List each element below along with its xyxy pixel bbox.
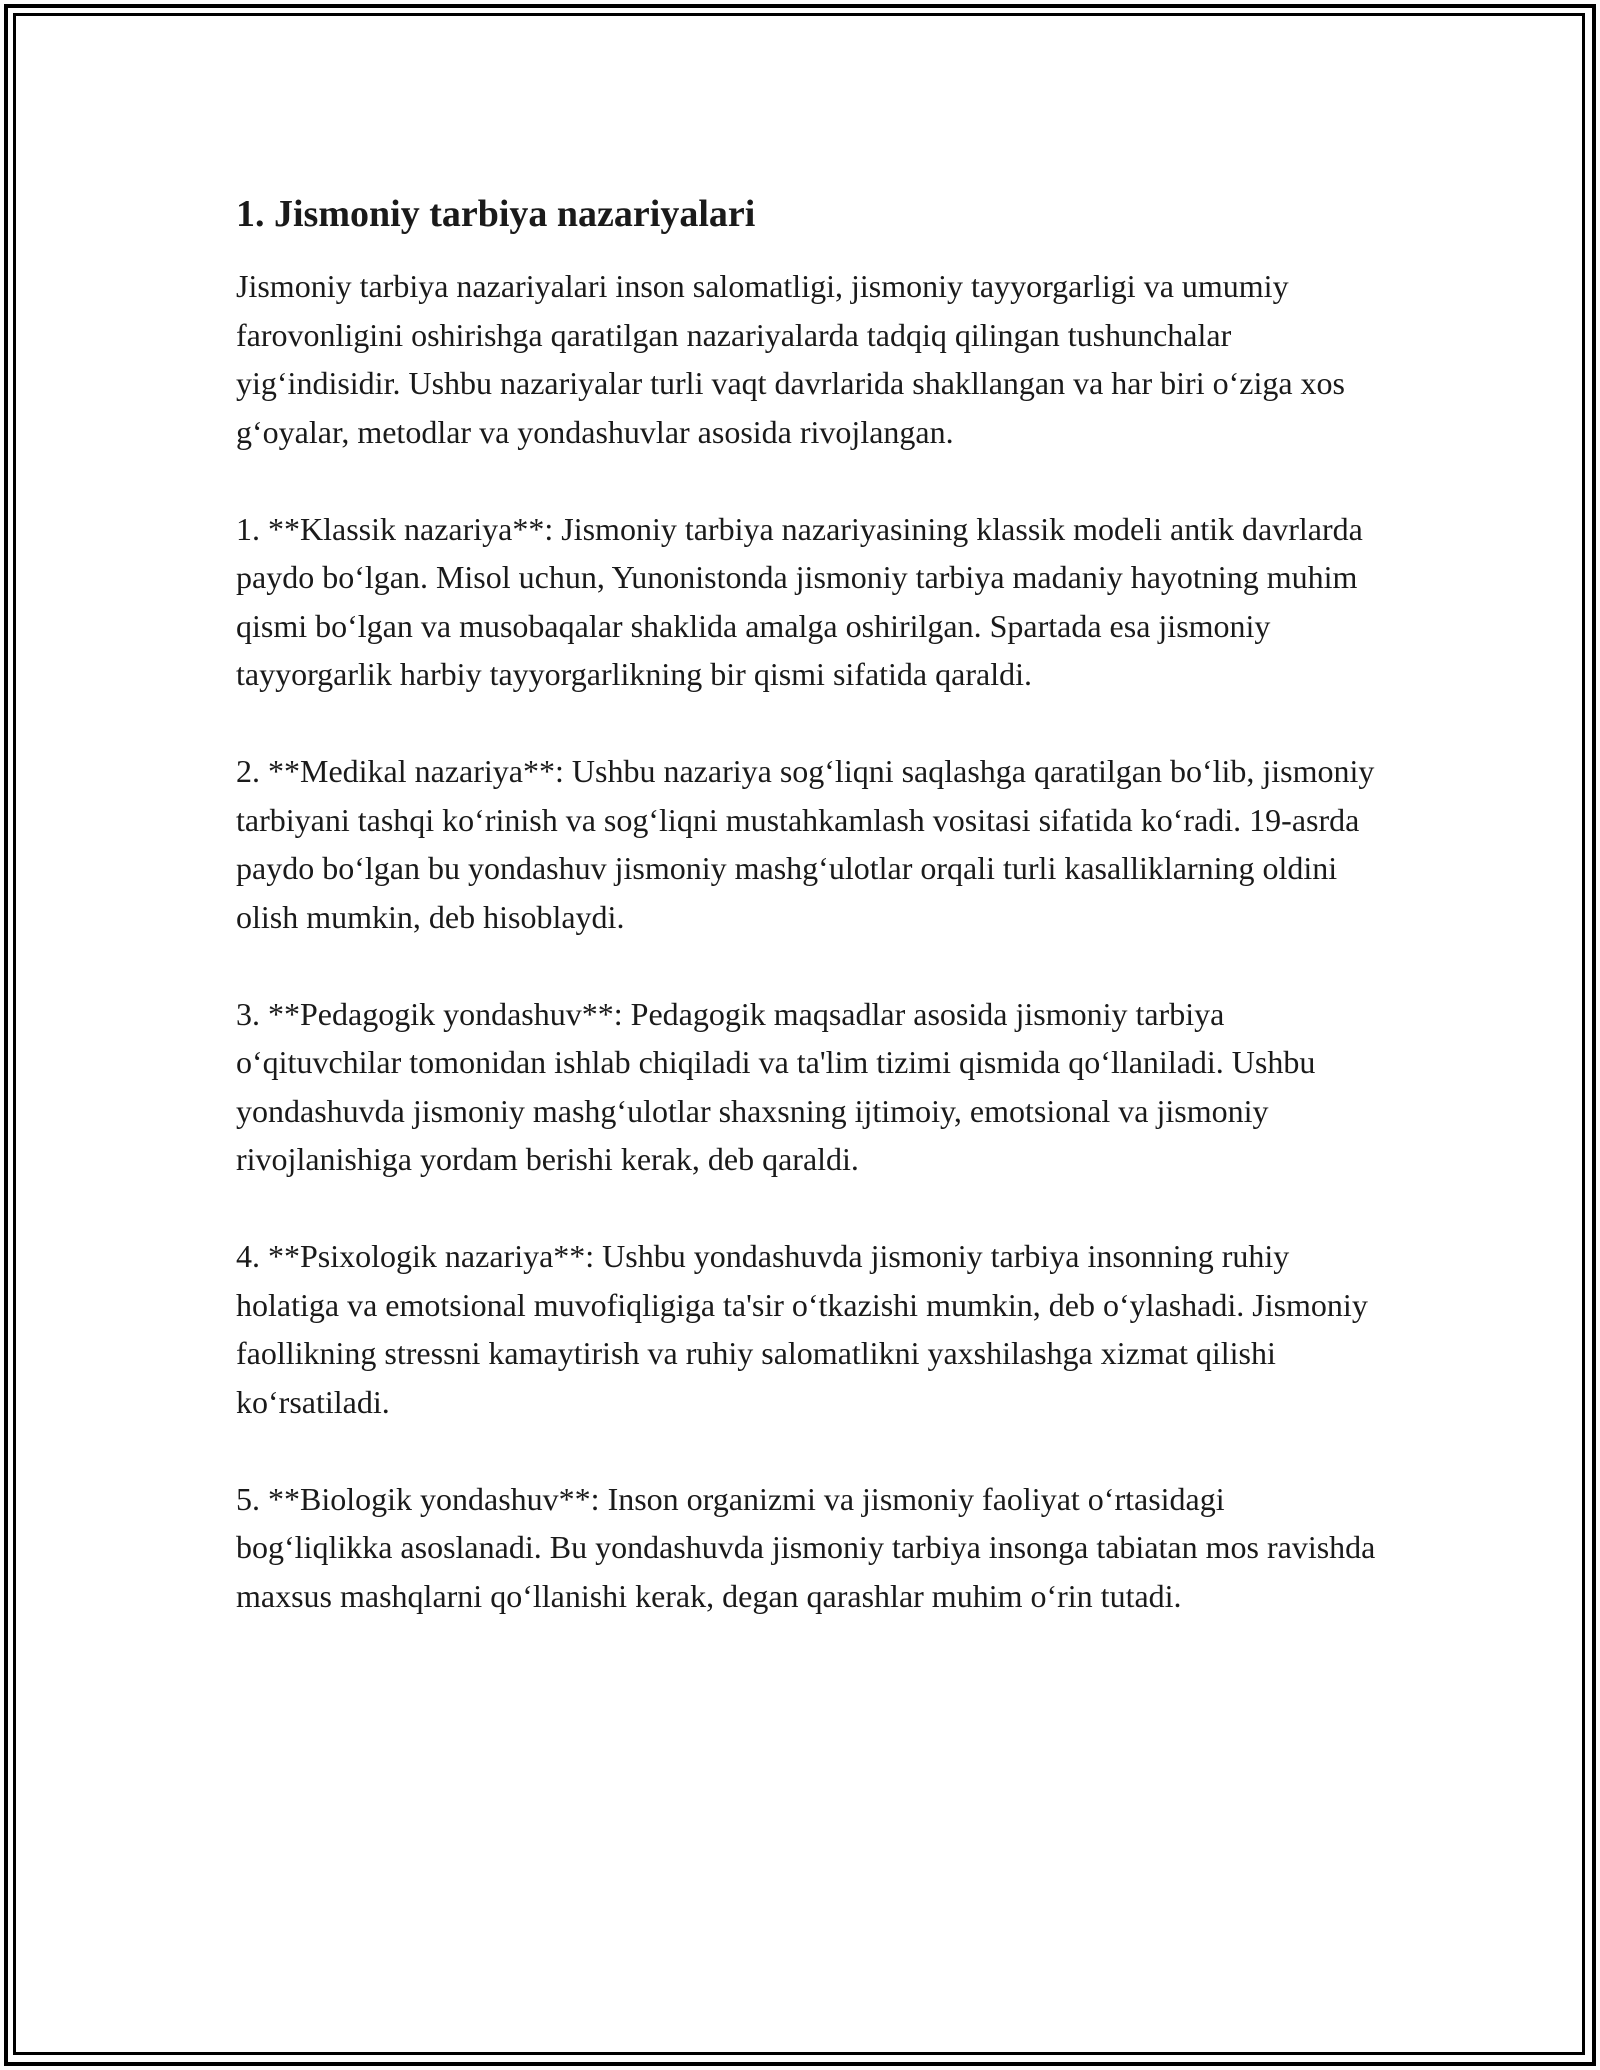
classical-theory-paragraph: 1. **Klassik nazariya**: Jismoniy tarbiya nazariyasining klassik modeli antik davrlarda paydo bo‘lgan. Misol uchun, Yunonistonda jismoniy tarbiya madaniy hayotning muhim qismi bo‘lgan va musobaqalar shaklida amalga oshirilgan. Spartada esa jismoniy tayyorgarlik harbiy tayyorgarlikning bir qismi sifatida qaraldi. <box>236 510 1363 692</box>
biological-approach-paragraph: 5. **Biologik yondashuv**: Inson organizmi va jismoniy faoliyat o‘rtasidagi bog‘liqlikka asoslanadi. Bu yondashuvda jismoniy tarbiya insonga tabiatan mos ravishda maxsus mashqlarni qo‘llanishi kerak, degan qarashlar muhim o‘rin tutadi. <box>236 1480 1376 1614</box>
intro-paragraph: Jismoniy tarbiya nazariyalari inson salomatligi, jismoniy tayyorgarligi va umumiy farovonligini oshirishga qaratilgan nazariyalarda tadqiq qilingan tushunchalar yig‘indisidir. Ushbu nazariyalar turli vaqt davrlarida shakllangan va har biri o‘ziga xos g‘oyalar, metodlar va yondashuvlar asosida rivojlangan. <box>236 268 1345 450</box>
document-title: 1. Jismoniy tarbiya nazariyalari <box>236 193 756 235</box>
document-body <box>236 190 1376 1669</box>
psychological-theory-paragraph: 4. **Psixologik nazariya**: Ushbu yondashuvda jismoniy tarbiya insonning ruhiy holatiga va emotsional muvofiqligiga ta'sir o‘tkazishi mumkin, deb o‘ylashadi. Jismoniy faollikning stressni kamaytirish va ruhiy salomatlikni yaxshilashga xizmat qilishi ko‘rsatiladi. <box>236 1238 1368 1420</box>
medical-theory-paragraph: 2. **Medikal nazariya**: Ushbu nazariya sog‘liqni saqlashga qaratilgan bo‘lib, jismoniy tarbiyani tashqi ko‘rinish va sog‘liqni mustahkamlash vositasi sifatida ko‘radi. 19-asrda paydo bo‘lgan bu yondashuv jismoniy mashg‘ulotlar orqali turli kasalliklarning oldini olish mumkin, deb hisoblaydi. <box>236 753 1375 935</box>
pedagogical-approach-paragraph: 3. **Pedagogik yondashuv**: Pedagogik maqsadlar asosida jismoniy tarbiya o‘qituvchilar tomonidan ishlab chiqiladi va ta'lim tizimi qismida qo‘llaniladi. Ushbu yondashuvda jismoniy mashg‘ulotlar shaxsning ijtimoiy, emotsional va jismoniy rivojlanishiga yordam berishi kerak, deb qaraldi. <box>236 995 1316 1177</box>
